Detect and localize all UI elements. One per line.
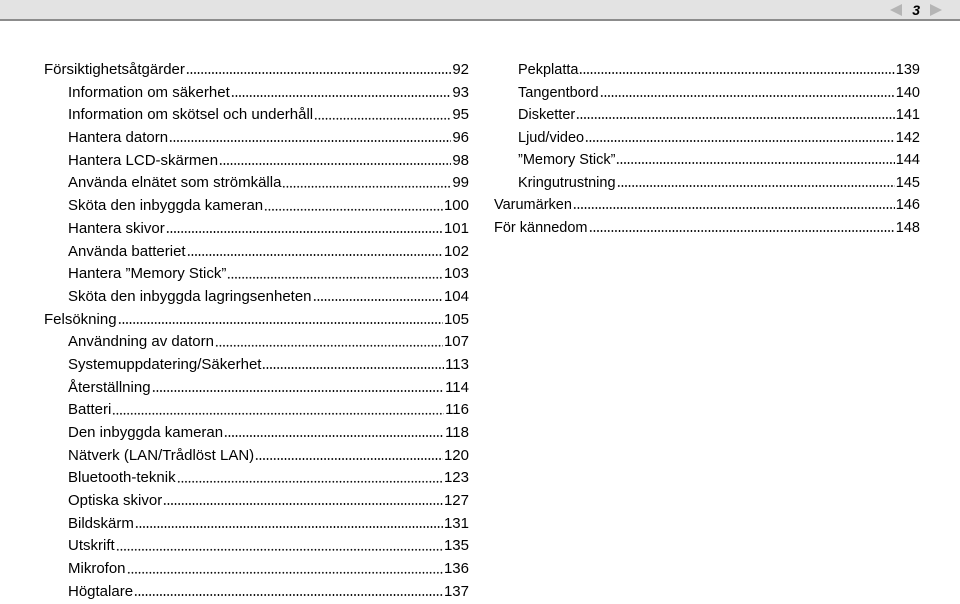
toc-entry-page: 99: [452, 174, 469, 192]
toc-entry-title: Systemuppdatering/Säkerhet: [68, 355, 262, 373]
toc-entry-page: 107: [443, 333, 469, 351]
toc-leader-dots: [576, 106, 895, 121]
toc-entry[interactable]: [44, 104, 469, 127]
toc-entry-title: Information om skötsel och underhåll: [68, 106, 314, 124]
toc-entry-page: 95: [452, 106, 469, 124]
toc-entry-page: 141: [895, 107, 920, 123]
toc-leader-dots: [118, 310, 443, 325]
toc-entry-title: ”Memory Stick”: [518, 152, 616, 168]
toc-entry[interactable]: [44, 309, 469, 332]
toc-entry[interactable]: [44, 377, 469, 400]
toc-entry-title: Bildskärm: [68, 514, 134, 532]
toc-entry[interactable]: [44, 422, 469, 445]
toc-entry-page: 98: [452, 151, 469, 169]
arrow-right-icon[interactable]: [930, 4, 942, 16]
toc-entry-title: Användning av datorn: [68, 333, 214, 351]
toc-entry-page: 104: [443, 287, 469, 305]
toc-leader-dots: [135, 514, 443, 529]
toc-entry-title: Mikrofon: [68, 560, 126, 578]
toc-entry[interactable]: [44, 331, 469, 354]
toc-leader-dots: [186, 60, 451, 75]
toc-leader-dots: [177, 468, 443, 483]
toc-entry-title: Information om säkerhet: [68, 83, 230, 101]
toc-column-left: [44, 59, 469, 604]
toc-entry-page: 96: [452, 129, 469, 147]
toc-entry-page: 145: [895, 174, 920, 191]
toc-entry-page: 140: [895, 84, 920, 101]
header-divider: [0, 19, 960, 21]
toc-entry[interactable]: [44, 59, 469, 82]
toc-entry[interactable]: [44, 399, 469, 422]
toc-leader-dots: [255, 446, 443, 461]
toc-entry[interactable]: [44, 218, 469, 241]
toc-entry-title: Optiska skivor: [68, 492, 163, 510]
page-navigation: [890, 0, 942, 19]
toc-entry-title: Disketter: [518, 107, 576, 123]
toc-entry-page: 102: [443, 242, 469, 260]
toc-entry[interactable]: [44, 535, 469, 558]
toc-entry-page: 127: [443, 492, 469, 510]
toc-leader-dots: [579, 61, 894, 76]
toc-entry-title: Hantera ”Memory Stick”: [68, 265, 227, 283]
toc-entry[interactable]: [44, 127, 469, 150]
toc-entry-page: 136: [443, 560, 469, 578]
toc-entry[interactable]: [494, 59, 920, 82]
toc-entry-page: 131: [443, 514, 469, 532]
toc-entry-title: Använda elnätet som strömkälla: [68, 174, 282, 192]
toc-leader-dots: [134, 582, 443, 597]
toc-entry-title: Kringutrustning: [518, 174, 616, 191]
toc-entry-title: Bluetooth-teknik: [68, 469, 176, 487]
toc-leader-dots: [585, 128, 895, 143]
toc-leader-dots: [589, 218, 895, 233]
toc-entry-page: 93: [452, 83, 469, 101]
toc-leader-dots: [313, 287, 443, 302]
toc-entry-title: Utskrift: [68, 537, 115, 555]
toc-leader-dots: [600, 83, 895, 98]
toc-entry-page: 139: [895, 62, 920, 78]
toc-entry-title: Batteri: [68, 401, 112, 419]
toc-leader-dots: [227, 264, 443, 279]
toc-leader-dots: [616, 151, 894, 166]
toc-entry[interactable]: [494, 82, 920, 105]
toc-entry-title: Tangentbord: [518, 84, 599, 101]
toc-entry-title: Pekplatta: [518, 62, 579, 78]
toc-entry[interactable]: [44, 286, 469, 309]
toc-entry[interactable]: [44, 445, 469, 468]
toc-leader-dots: [116, 536, 443, 551]
toc-leader-dots: [264, 196, 443, 211]
toc-entry-title: Sköta den inbyggda kameran: [68, 197, 264, 215]
toc-entry[interactable]: [44, 513, 469, 536]
header-bar: [0, 0, 960, 19]
toc-entry-page: 142: [895, 129, 920, 146]
toc-entry[interactable]: [494, 127, 920, 150]
toc-leader-dots: [617, 173, 895, 188]
toc-leader-dots: [219, 151, 451, 166]
toc-entry-title: Ljud/video: [518, 129, 585, 146]
toc-column-right: [494, 59, 920, 239]
toc-entry-page: 92: [452, 61, 469, 78]
toc-leader-dots: [282, 173, 451, 188]
toc-leader-dots: [112, 400, 444, 415]
toc-leader-dots: [262, 355, 444, 370]
toc-entry[interactable]: [44, 581, 469, 604]
toc-entry-title: Varumärken: [494, 197, 572, 213]
toc-entry-page: 146: [895, 197, 920, 213]
toc-entry[interactable]: [44, 263, 469, 286]
toc-leader-dots: [187, 242, 443, 257]
toc-leader-dots: [314, 105, 451, 120]
toc-entry-page: 123: [443, 469, 469, 487]
toc-entry-page: 101: [443, 219, 469, 237]
toc-entry-title: Högtalare: [68, 582, 134, 600]
toc-leader-dots: [152, 378, 445, 393]
toc-entry[interactable]: [44, 354, 469, 377]
toc-entry-page: 113: [445, 355, 469, 373]
toc-entry[interactable]: [44, 82, 469, 105]
toc-entry-page: 137: [443, 582, 469, 600]
toc-entry-page: 148: [895, 219, 920, 236]
toc-entry[interactable]: [44, 558, 469, 581]
toc-entry-page: 100: [443, 197, 469, 215]
toc-entry[interactable]: [44, 195, 469, 218]
toc-entry-title: Hantera datorn: [68, 129, 169, 147]
toc-entry[interactable]: [44, 241, 469, 264]
toc-entry[interactable]: [44, 172, 469, 195]
toc-entry[interactable]: [494, 104, 920, 127]
toc-entry-page: 116: [445, 401, 469, 419]
toc-entry-title: Använda batteriet: [68, 242, 186, 260]
toc-entry-title: Felsökning: [44, 310, 117, 328]
toc-entry[interactable]: [494, 172, 920, 195]
toc-leader-dots: [224, 423, 444, 438]
toc-entry[interactable]: [494, 149, 920, 172]
page-number: 3: [912, 1, 920, 18]
toc-entry-page: 144: [895, 152, 920, 168]
arrow-left-icon[interactable]: [890, 4, 902, 16]
toc-entry-page: 105: [443, 310, 469, 328]
toc-leader-dots: [163, 491, 443, 506]
toc-leader-dots: [166, 219, 443, 234]
toc-entry-title: Försiktighetsåtgärder: [44, 61, 185, 78]
toc-entry-page: 118: [445, 424, 469, 441]
toc-entry[interactable]: [494, 217, 920, 240]
toc-leader-dots: [169, 128, 451, 143]
toc-entry-title: Återställning: [68, 378, 151, 396]
toc-entry-title: Den inbyggda kameran: [68, 424, 224, 441]
toc-entry[interactable]: [494, 194, 920, 217]
toc-entry[interactable]: [44, 467, 469, 490]
toc-entry-title: För kännedom: [494, 219, 588, 236]
toc-entry-page: 103: [443, 265, 469, 283]
toc-leader-dots: [573, 196, 895, 211]
toc-leader-dots: [127, 559, 443, 574]
toc-entry-title: Hantera LCD-skärmen: [68, 151, 219, 169]
toc-entry-title: Hantera skivor: [68, 219, 165, 237]
toc-leader-dots: [231, 83, 452, 98]
toc-entry[interactable]: [44, 490, 469, 513]
toc-leader-dots: [215, 332, 443, 347]
toc-entry-title: Sköta den inbyggda lagringsenheten: [68, 287, 312, 305]
toc-entry[interactable]: [44, 150, 469, 173]
toc-entry-title: Nätverk (LAN/Trådlöst LAN): [68, 446, 255, 464]
toc-entry-page: 120: [443, 446, 469, 464]
toc-entry-page: 114: [445, 378, 469, 396]
toc-entry-page: 135: [443, 537, 469, 555]
